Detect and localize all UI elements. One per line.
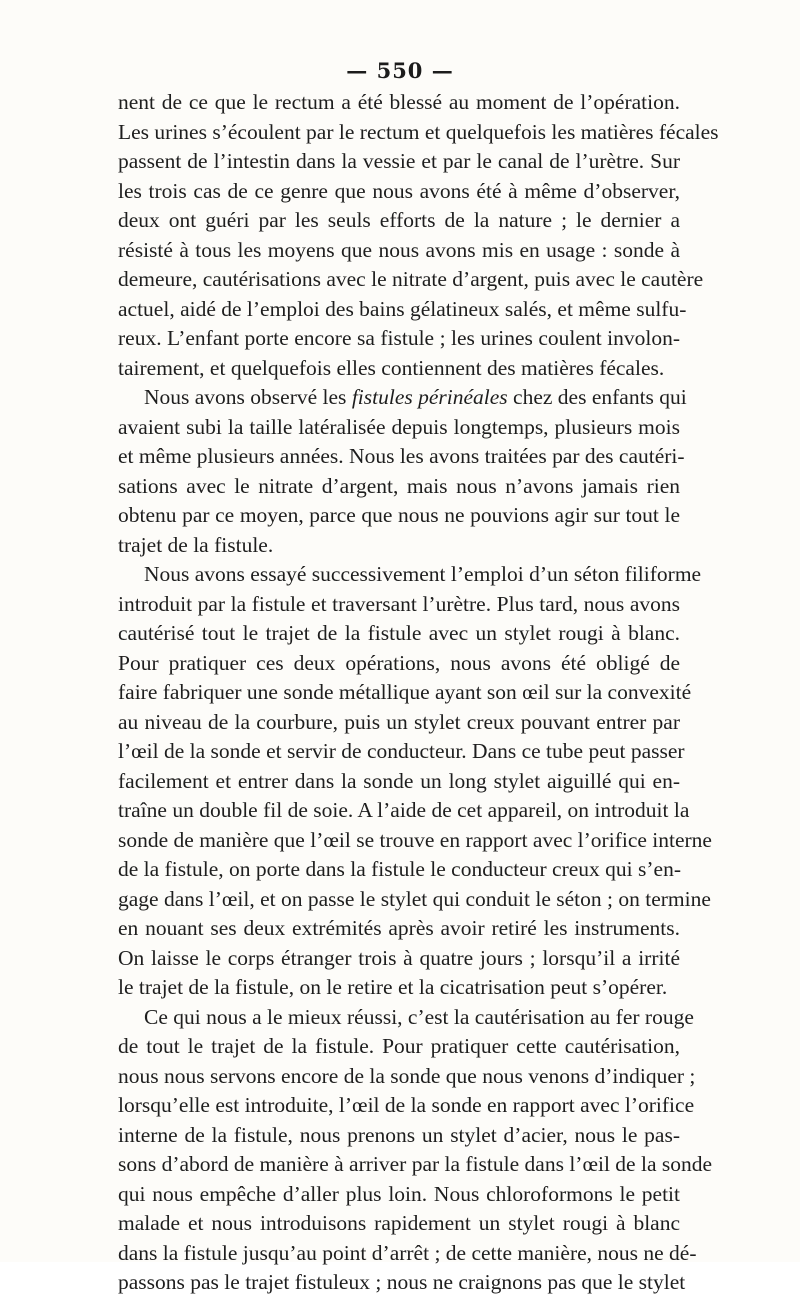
text-line: nous nous servons encore de la sonde que nous venons d’indiquer ; <box>118 1063 696 1088</box>
text-line: malade et nous introduisons rapidement un stylet rougi à blanc <box>118 1211 680 1235</box>
body-text <box>118 88 719 1298</box>
text-line: actuel, aidé de l’emploi des bains gélatineux salés, et même sulfu- <box>118 296 687 321</box>
text-line: résisté à tous les moyens que nous avons mis en usage : sonde à <box>118 237 680 262</box>
page-number: — 550 — <box>346 58 454 83</box>
paragraph <box>118 383 687 560</box>
text-line: facilement et entrer dans la sonde un long stylet aiguillé qui en- <box>118 768 680 793</box>
text-line: On laisse le corps étranger trois à quatre jours ; lorsqu’il a irrité <box>118 945 680 970</box>
text-line: demeure, cautérisations avec le nitrate d’argent, puis avec le cautère <box>118 267 704 291</box>
text-line: Les urines s’écoulent par le rectum et quelquefois les matières fécales <box>118 119 719 144</box>
text-line: les trois cas de ce genre que nous avons été à même d’observer, <box>118 178 680 203</box>
text-line: interne de la fistule, nous prenons un stylet d’acier, nous le pas- <box>118 1122 680 1147</box>
paragraph <box>118 1003 713 1298</box>
text-line: deux ont guéri par les seuls efforts de la nature ; le dernier a <box>118 208 680 232</box>
paragraph <box>118 88 719 383</box>
text-line: avaient subi la taille latéralisée depuis longtemps, plusieurs mois <box>118 414 680 439</box>
text-line: qui nous empêche d’aller plus loin. Nous chloroformons le petit <box>118 1181 680 1206</box>
text-line: reux. L’enfant porte encore sa fistule ; les urines coulent involon- <box>118 326 680 350</box>
text-line: tairement, et quelquefois elles contiennent des matières fécales. <box>118 355 665 380</box>
text-line: passent de l’intestin dans la vessie et par le canal de l’urètre. Sur <box>118 149 680 173</box>
text-line: Ce qui nous a le mieux réussi, c’est la cautérisation au fer rouge <box>144 1004 694 1029</box>
text-line: cautérisé tout le trajet de la fistule avec un stylet rougi à blanc. <box>118 621 680 645</box>
text-line: traîne un double fil de soie. A l’aide de cet appareil, on introduit la <box>118 798 690 822</box>
text-line: obtenu par ce moyen, parce que nous ne pouvions agir sur tout le <box>118 503 680 527</box>
text-line: le trajet de la fistule, on le retire et la cicatrisation peut s’opérer. <box>118 975 668 999</box>
text-line: gage dans l’œil, et on passe le stylet qui conduit le séton ; on termine <box>118 886 711 911</box>
text-line: nent de ce que le rectum a été blessé au moment de l’opération. <box>118 90 680 114</box>
text-line: Pour pratiquer ces deux opérations, nous avons été obligé de <box>118 650 680 675</box>
text-line: introduit par la fistule et traversant l’urètre. Plus tard, nous avons <box>118 591 680 616</box>
text-line: Nous avons essayé successivement l’emploi d’un séton filiforme <box>144 562 702 586</box>
text-line: l’œil de la sonde et servir de conducteur. Dans ce tube peut passer <box>118 739 685 763</box>
text-line: sonde de manière que l’œil se trouve en rapport avec l’orifice interne <box>118 827 712 852</box>
text-line: et même plusieurs années. Nous les avons traitées par des cautéri- <box>118 444 685 468</box>
text-line: lorsqu’elle est introduite, l’œil de la sonde en rapport avec l’orifice <box>118 1093 695 1117</box>
text-line: en nouant ses deux extrémités après avoir retiré les instruments. <box>118 916 680 940</box>
text-line: sons d’abord de manière à arriver par la fistule dans l’œil de la sonde <box>118 1152 713 1176</box>
paragraph <box>118 560 712 1003</box>
text-line: au niveau de la courbure, puis un stylet creux pouvant entrer par <box>118 709 680 734</box>
text-line: passons pas le trajet fistuleux ; nous ne craignons pas que le stylet <box>118 1270 686 1294</box>
text-line: trajet de la fistule. <box>118 532 274 557</box>
text-line: de tout le trajet de la fistule. Pour pratiquer cette cautérisation, <box>118 1034 680 1058</box>
text-line: dans la fistule jusqu’au point d’arrêt ; de cette manière, nous ne dé- <box>118 1240 697 1265</box>
text-line: Nous avons observé les fistules périnéales chez des enfants qui <box>144 385 687 409</box>
text-line: faire fabriquer une sonde métallique ayant son œil sur la convexité <box>118 680 692 704</box>
text-line: de la fistule, on porte dans la fistule le conducteur creux qui s’en- <box>118 857 681 881</box>
text-line: sations avec le nitrate d’argent, mais nous n’avons jamais rien <box>118 473 680 498</box>
